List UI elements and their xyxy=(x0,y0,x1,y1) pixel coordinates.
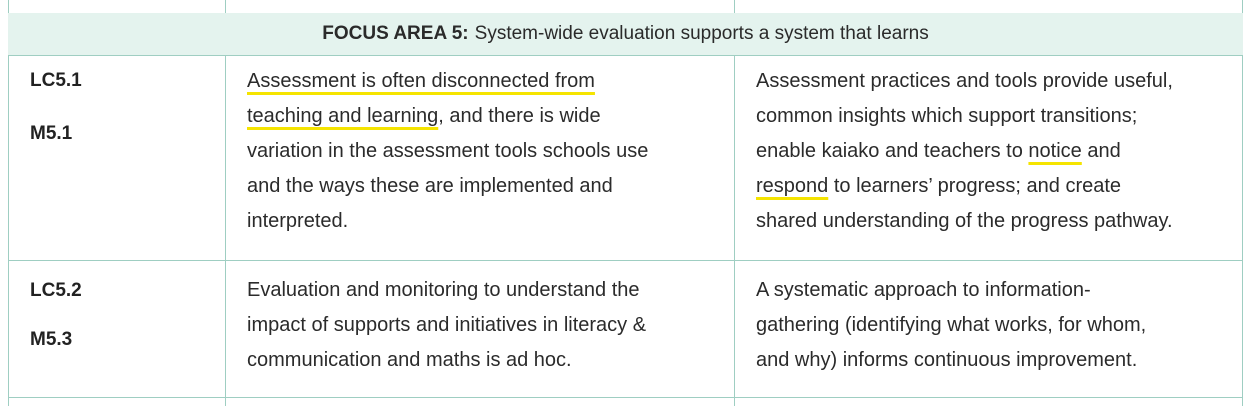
row1-future-cell xyxy=(756,64,1236,239)
table-divider-1 xyxy=(225,56,226,406)
row1-current-rest-2: , and there is wide xyxy=(438,105,601,127)
table-divider-top-1 xyxy=(225,0,226,13)
row1-future-line-5: shared understanding of the progress pathway. xyxy=(756,210,1173,232)
focus-area-header xyxy=(8,13,1243,55)
row2-code-m: M5.3 xyxy=(30,329,73,350)
focus-area-title: System-wide evaluation supports a system that learns xyxy=(474,23,929,44)
row2-future-line-2: gathering (identifying what works, for whom, xyxy=(756,314,1147,336)
table-divider-2 xyxy=(734,56,735,406)
row1-current-highlight-2: teaching and learning xyxy=(247,105,439,127)
row1-code-m: M5.1 xyxy=(30,123,73,144)
table-divider-top-2 xyxy=(734,0,735,13)
row-divider xyxy=(8,260,1243,261)
row1-current-highlight-1: Assessment is often disconnected from xyxy=(247,70,595,92)
header-bottom-border xyxy=(8,55,1243,56)
row1-current-cell xyxy=(247,64,727,239)
row2-future-line-1: A systematic approach to information- xyxy=(756,279,1091,301)
row-bottom-border xyxy=(8,397,1243,398)
table-border-right xyxy=(1242,0,1243,406)
row1-future-line-3-post: and xyxy=(1087,140,1121,162)
row1-future-line-1: Assessment practices and tools provide useful, xyxy=(756,70,1173,92)
row1-future-line-3-pre: enable kaiako and teachers to xyxy=(756,140,1023,162)
row1-current-line-5: interpreted. xyxy=(247,210,349,232)
row2-code-lc: LC5.2 xyxy=(30,280,82,301)
row1-future-line-4-post: to learners’ progress; and create xyxy=(833,175,1122,197)
row1-code-lc: LC5.1 xyxy=(30,70,82,91)
row1-future-line-2: common insights which support transitions; xyxy=(756,105,1138,127)
row2-current-line-2: impact of supports and initiatives in literacy & xyxy=(247,314,647,336)
row2-current-cell xyxy=(247,273,727,378)
row2-future-cell xyxy=(756,273,1236,378)
focus-area-label: FOCUS AREA 5: xyxy=(322,23,469,44)
table-border-left xyxy=(8,0,9,406)
row2-future-line-3: and why) informs continuous improvement. xyxy=(756,349,1138,371)
row1-future-highlight-respond: respond xyxy=(756,175,829,197)
row2-current-line-1: Evaluation and monitoring to understand the xyxy=(247,279,640,301)
row1-current-line-4: and the ways these are implemented and xyxy=(247,175,613,197)
row2-current-line-3: communication and maths is ad hoc. xyxy=(247,349,572,371)
row1-future-highlight-notice: notice xyxy=(1028,140,1082,162)
row1-current-line-3: variation in the assessment tools schools use xyxy=(247,140,649,162)
